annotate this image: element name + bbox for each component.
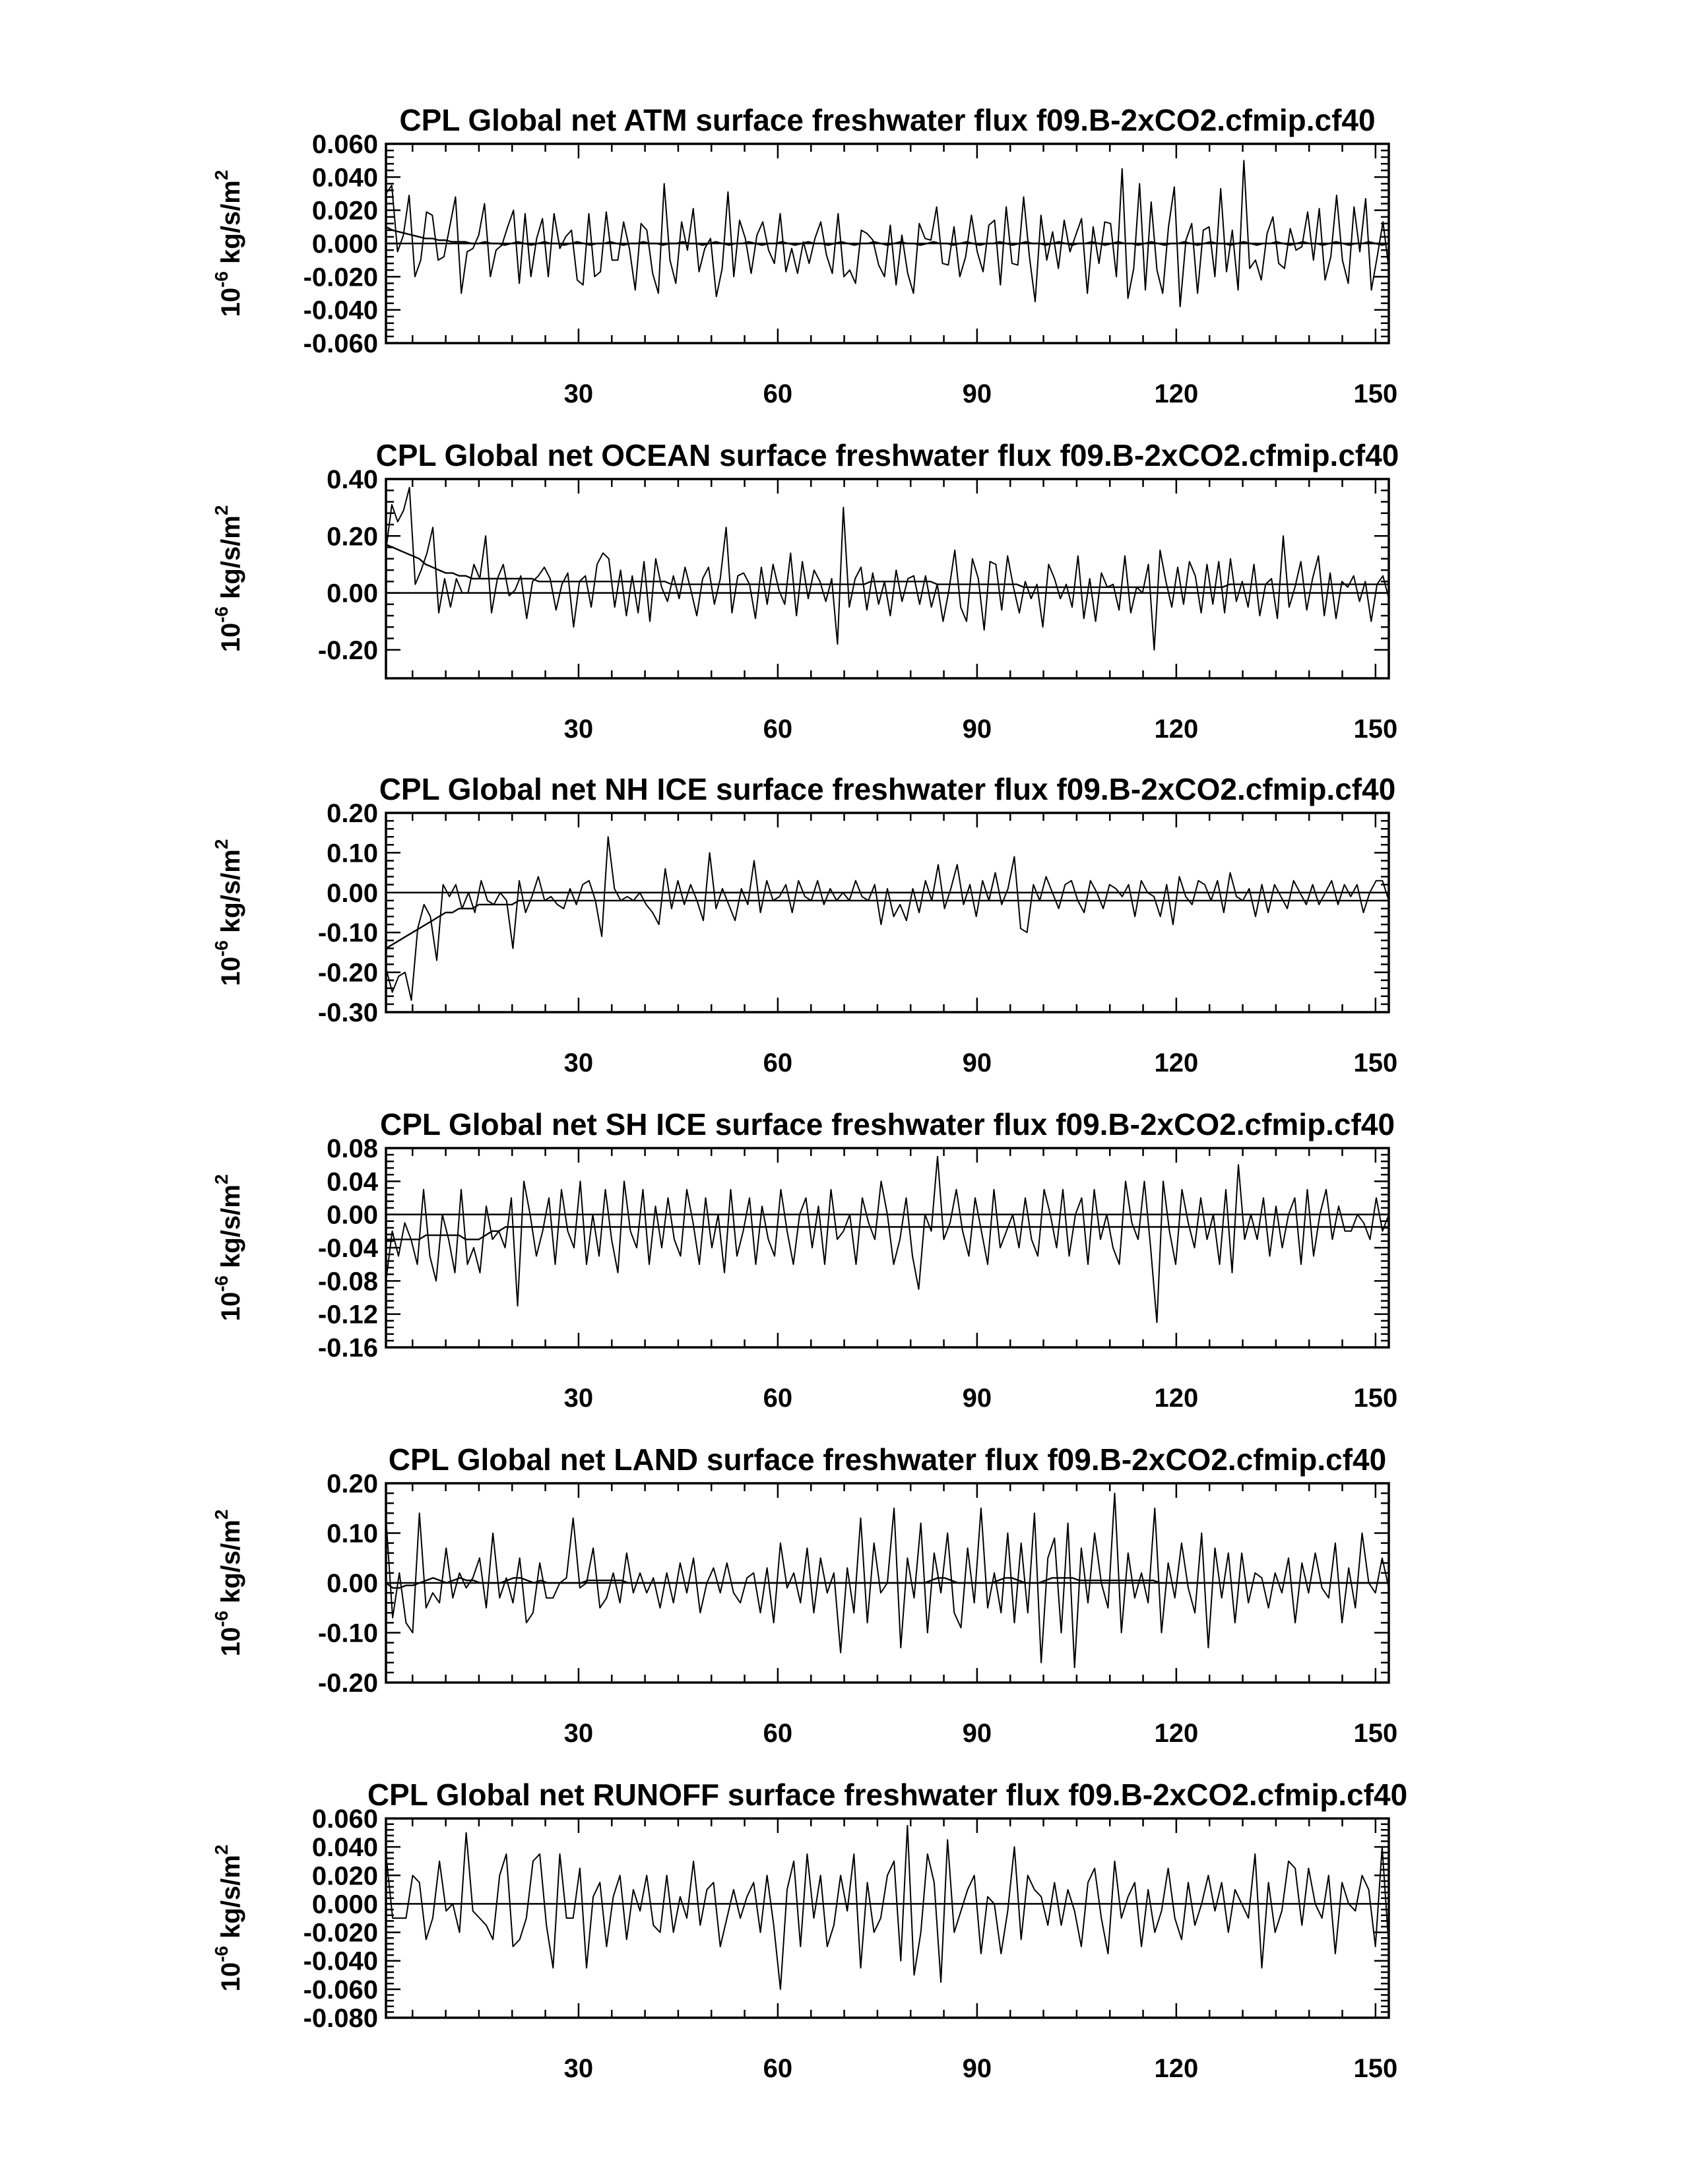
y-tick-label: -0.040 [303, 1946, 378, 1976]
x-tick-label: 30 [563, 1384, 594, 1413]
y-axis-label-unit: kg/s/m [216, 1520, 245, 1611]
y-tick-label: 0.40 [327, 465, 378, 494]
y-axis-label-exp1: -6 [211, 1275, 232, 1292]
y-tick-label: -0.080 [303, 2004, 378, 2033]
x-tick-label: 90 [962, 2054, 992, 2083]
y-axis-label-exp2: 2 [211, 505, 232, 516]
y-tick-label: -0.060 [303, 329, 378, 358]
y-tick-label: -0.20 [317, 958, 378, 988]
y-tick-label: 0.020 [311, 1861, 378, 1891]
panel-2 [211, 438, 1399, 744]
y-tick-label: 0.000 [311, 1890, 378, 1919]
y-axis-label-exp2: 2 [211, 839, 232, 850]
series-line-running-mean [386, 901, 1389, 949]
series-line-annual [386, 160, 1389, 306]
y-axis-label-base: 10 [216, 287, 245, 317]
y-tick-label: 0.060 [311, 130, 378, 159]
x-tick-label: 60 [763, 1048, 793, 1077]
chart-title: CPL Global net NH ICE surface freshwater flux f09.B-2xCO2.cfmip.cf40 [379, 772, 1396, 806]
x-tick-label: 60 [763, 715, 793, 744]
x-tick-label: 150 [1353, 379, 1398, 408]
x-tick-label: 30 [563, 379, 594, 408]
y-tick-label: -0.10 [317, 1619, 378, 1648]
panel-6 [211, 1778, 1407, 2083]
y-tick-label: 0.20 [327, 1469, 378, 1498]
x-tick-label: 30 [563, 715, 594, 744]
x-tick-label: 120 [1154, 715, 1199, 744]
y-axis-label [211, 505, 245, 653]
y-tick-label: 0.060 [311, 1805, 378, 1834]
chart-title: CPL Global net SH ICE surface freshwater flux f09.B-2xCO2.cfmip.cf40 [379, 1107, 1395, 1141]
y-tick-label: 0.08 [327, 1134, 378, 1163]
y-axis-label [211, 1845, 245, 1992]
x-tick-label: 90 [962, 1384, 992, 1413]
y-axis-label-exp2: 2 [211, 1509, 232, 1520]
x-tick-label: 120 [1154, 2054, 1199, 2083]
y-tick-label: -0.12 [317, 1300, 378, 1330]
chart-title: CPL Global net RUNOFF surface freshwater flux f09.B-2xCO2.cfmip.cf40 [367, 1778, 1408, 1812]
y-axis-label-exp1: -6 [211, 940, 232, 957]
y-axis-label-unit: kg/s/m [216, 1184, 245, 1276]
x-tick-label: 30 [563, 2054, 594, 2083]
y-axis-label-base: 10 [216, 1291, 245, 1322]
y-tick-label: 0.040 [311, 163, 378, 193]
y-axis-label-base: 10 [216, 622, 245, 653]
y-tick-label: 0.00 [327, 1569, 378, 1598]
y-tick-label: -0.020 [303, 1918, 378, 1948]
y-axis-label-unit: kg/s/m [216, 1855, 245, 1946]
y-tick-label: 0.10 [327, 1519, 378, 1549]
series-line-running-mean [386, 544, 1389, 587]
y-tick-label: -0.040 [303, 296, 378, 325]
y-tick-label: 0.00 [327, 1200, 378, 1230]
y-axis-label-exp1: -6 [211, 1611, 232, 1627]
y-tick-label: 0.20 [327, 799, 378, 828]
series-line-running-mean [386, 1227, 1389, 1240]
y-tick-label: 0.10 [327, 839, 378, 868]
x-tick-label: 150 [1353, 1719, 1398, 1748]
x-tick-label: 30 [563, 1719, 594, 1748]
y-axis-label-exp2: 2 [211, 170, 232, 181]
y-tick-label: -0.060 [303, 1975, 378, 2005]
series-line-annual [386, 1157, 1389, 1323]
y-axis-label-exp1: -6 [211, 271, 232, 288]
x-tick-label: 120 [1154, 1048, 1199, 1077]
y-axis-label [211, 1174, 245, 1322]
y-tick-label: -0.30 [317, 998, 378, 1027]
y-axis-label-base: 10 [216, 1962, 245, 1992]
chart-title: CPL Global net OCEAN surface freshwater flux f09.B-2xCO2.cfmip.cf40 [375, 438, 1399, 472]
y-tick-label: -0.020 [303, 263, 378, 292]
series-line-annual [386, 488, 1389, 650]
plot-frame [386, 1818, 1389, 2018]
y-tick-label: 0.020 [311, 196, 378, 226]
series-line-annual [386, 837, 1389, 1000]
panel-3 [211, 772, 1397, 1077]
x-tick-label: 150 [1353, 1384, 1398, 1413]
y-tick-label: -0.08 [317, 1267, 378, 1297]
y-axis-label [211, 1510, 245, 1657]
x-tick-label: 90 [962, 1719, 992, 1748]
y-tick-label: 0.04 [327, 1167, 378, 1197]
x-tick-label: 60 [763, 1719, 793, 1748]
chart-title: CPL Global net LAND surface freshwater flux f09.B-2xCO2.cfmip.cf40 [388, 1442, 1387, 1477]
y-axis-label-exp1: -6 [211, 606, 232, 623]
x-tick-label: 60 [763, 2054, 793, 2083]
y-axis-label-exp1: -6 [211, 1946, 232, 1962]
chart-title: CPL Global net ATM surface freshwater flux f09.B-2xCO2.cfmip.cf40 [399, 103, 1376, 137]
x-tick-label: 90 [962, 1048, 992, 1077]
x-tick-label: 150 [1353, 2054, 1398, 2083]
y-tick-label: 0.00 [327, 579, 378, 608]
y-axis-label [211, 839, 245, 986]
panel-1 [211, 103, 1397, 408]
y-tick-label: -0.20 [317, 635, 378, 665]
y-tick-label: -0.16 [317, 1333, 378, 1363]
x-tick-label: 60 [763, 1384, 793, 1413]
y-axis-label-unit: kg/s/m [216, 849, 245, 941]
y-axis-label-unit: kg/s/m [216, 180, 245, 272]
x-tick-label: 150 [1353, 715, 1398, 744]
y-tick-label: 0.000 [311, 230, 378, 259]
plot-frame [386, 1148, 1389, 1347]
y-axis-label-exp2: 2 [211, 1174, 232, 1185]
series-line-annual [386, 1826, 1389, 1989]
y-tick-label: -0.20 [317, 1669, 378, 1698]
y-axis-label-base: 10 [216, 956, 245, 986]
y-tick-label: -0.04 [317, 1234, 378, 1263]
y-tick-label: 0.00 [327, 878, 378, 908]
y-axis-label-unit: kg/s/m [216, 515, 245, 607]
y-tick-label: -0.10 [317, 918, 378, 948]
x-tick-label: 120 [1154, 1384, 1199, 1413]
x-tick-label: 90 [962, 379, 992, 408]
y-tick-label: 0.040 [311, 1833, 378, 1863]
plot-frame [386, 813, 1389, 1012]
y-tick-label: 0.20 [327, 522, 378, 552]
x-tick-label: 60 [763, 379, 793, 408]
y-axis-label-base: 10 [216, 1626, 245, 1657]
panel-5 [211, 1442, 1397, 1748]
y-axis-label [211, 170, 245, 317]
x-tick-label: 120 [1154, 379, 1199, 408]
series-line-annual [386, 1493, 1389, 1667]
y-axis-label-exp2: 2 [211, 1844, 232, 1855]
x-tick-label: 150 [1353, 1048, 1398, 1077]
x-tick-label: 90 [962, 715, 992, 744]
panel-4 [211, 1107, 1397, 1413]
x-tick-label: 30 [563, 1048, 594, 1077]
x-tick-label: 120 [1154, 1719, 1199, 1748]
